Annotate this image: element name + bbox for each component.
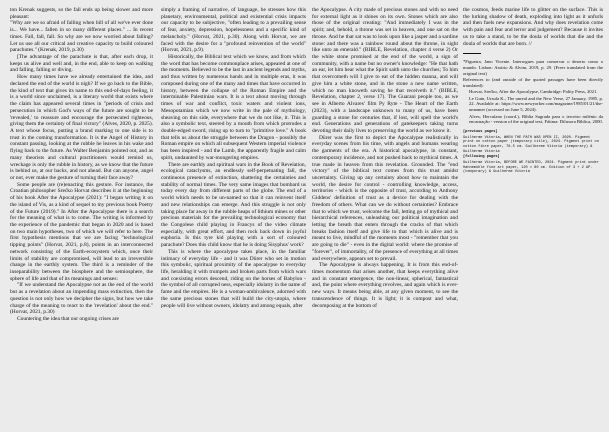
- closing-paragraph: the cosmos, feeds marine life to glitter on the surface. This is the lurking shadow of death, exploding into light as it unfurls and then fuels new expansions. And why does revelation come with pain and fear and terror and judgement? Because it invites us to take a stand, to be the doula of worlds that die and the doula of worlds that are born. //: [463, 7, 603, 47]
- block-quote: "If we understand the Apocalypse not as the end of the world but as a revelation about an impending mass extinction, then the question is not only how we decipher the signs, but how we take charge of the meaning to react to the 'revelation' about the end." (Horvat, 2021, p.30): [10, 282, 153, 316]
- credit-text: Guilherme Vitoria, BEFORE WE FAINTED, 2024. Pigment print under Hahnemühle fine art paper, 120 × 80 cm. Edition of 3 + 2 AP. (temporary) & Guilherme Vitoria: [463, 161, 599, 175]
- credit-text: Guilherme Vitoria, WHEN THE PATH WAS OPEN II, 2020. Pigment print on cotton paper (temporary title), 2024. Pigment print on cotton fibre paper, 76.5 cm. Guilherme Vitoria (temporary) & Guilherme Vitoria: [463, 135, 599, 154]
- paragraph: There are earthly and spiritual wars in the Book of Revelation, ecological cataclysms, an endlessly self-perpetuating fall, the continuous presence of extinction, shattering the certainties and stability of normal times. The very same images that bombard us today every day from different parts of the globe. The end of a world which needs to be un-named so that it can reinvent itself and new relationships can emerge. And this struggle is not only taking place far away in the rubble heaps of lithium mines or other precious materials for the prevailing technological economy that the Congolese child playing in Francys of the video climate especially, with great effort, and then rock back down in joyful euphoria. Is this tyre kid playing with a sort of coloured parachute? Does this child know that he is doing Sisyphus' work?: [161, 161, 306, 249]
- paragraph: Some people are (re)enacting this gesture. For instance, the Croatian philosopher Srećko Horvat describes it at the beginning of his book After the Apocalypse (2021): "I began writing it on the island of Vis, as a kind of sequel to my previous book Poetry of the Future (2019)." In After the Apocalypse there is a search for the meaning of what is to come. The writing is informed by the experience of the pandemic that began in 2020 and is based on two main hypotheses, two of which we will refer to here. The first hypothesis mentions that we are facing "technological tipping points" (Horvat, 2021, p.8), points in an interconnected network consisting of the Earth-ecosystem which, once their limits of stability are compromised, will lead to an irreversible change in the earthly system. The third is a reminder of the inseparability between the biosphere and the semiosphere, the sphere of life and that of its meanings and senses:: [10, 181, 153, 282]
- footnote: *Figueira, Jano Vicente. Interrogues para conservar o deserto como o mundo. Lisbon: Assírio & Alvim, 2019, p. 29. (Freer translated from the original text): [463, 59, 603, 76]
- paragraph: How many times have we already entertained the idea, and declared the end of the world is nigh? If we go back to the Bible, the kind of text that gives its name to this end-of-days feeling, it is a world since unclaimed, is a literary world that exists where the claim has appeared several times in "periods of crisis and persecution in which God's ways of the future are sought to be 'revealed,' to reassure and encourage the persecuted righteous, giving them the certainty of final victory" (Alves, 2020, p. 2025). A text whose focus, putting a brand marking to one side is to trust in the coming transformation. It is the Angel of History in constant passing, looking at the rubble he leaves in his wake and flying back to the future. As Walter Benjamin pointed out, and as many theorists and cultural practitioners would remind us, wreckage is only the rubble in history, as we know that the future is behind us, at our backs, and not ahead. But can anyone, angel or not, ever make the gesture of turning their face away?: [10, 74, 153, 181]
- paragraph: ton Krenak suggests, so the fall ends up being slower and more pleasant:: [10, 7, 153, 20]
- credit-heading: [previous pages]: [463, 129, 498, 134]
- reference-item: • Alves, Herculano (coord.), Bíblia Sagrada para o terceiro milénio da encarnação - version of the original text, Fátima: Difusora Bíblica, 2000.: [469, 114, 603, 125]
- paragraph: The Apocalypse is always happening. It is from this end-of-times momentum that arises another, that keeps everything alive and in constant emergence, the non-linear, spherical, fantastical and, the point where everything revolves, and again which is ever-new ways. It means being able, at any given moment, to see the transcendence of things. It is light; it is compost and what, decomposing at the bottom of: [312, 262, 458, 309]
- paragraph: [The advantage of the parachute is that, after each drop, it keeps us alive and well and, in the end, able to keep on walking and falling, falling or diving.: [10, 54, 153, 74]
- references-list: [463, 89, 603, 125]
- paragraph: Historically, the Biblical text which we know, and from which the word that has become commonplace arises, appeared at one of the moments. Believed to be the last in ancient legends and myths, and thus written by numerous hands and in multiple eras, it was composed during one of the many and times that have occurred in history, between the collapse of the Roman Empire and the interminable Palestinian wars. It is a text about moving through times of war and conflict, toxic waters and violent ions, Mesopotamian which we now write in the pale of mythology, sheaving on this side, everywhere that we do not like, it. This is also a symbolic text, steered by a mouth from which protrudes a double-edged sword, rising up to turn to "primitive love." A book that tells us about the struggle between the Dragon - possibly the Roman empire on which all subsequent Western imperial violence has been inspired - and the Lamb, the apparently fragile and calm spirit, undaunted by war-mongering empires.: [161, 54, 306, 161]
- footnotes: [463, 59, 603, 125]
- text-column-3: [312, 7, 458, 429]
- paragraph: Countering the idea that our ongoing crises are: [17, 316, 119, 323]
- text-column-2: [161, 7, 306, 429]
- footnote-divider: [463, 53, 481, 54]
- image-credits: [463, 130, 603, 175]
- text-column-4: [463, 7, 603, 429]
- reference-item: • Horvat, Srećko, After the Apocalypse, Cambridge: Polity Press, 2021.: [469, 89, 603, 95]
- text-column-1: [10, 7, 153, 429]
- credit-heading: [following pages]: [463, 155, 500, 160]
- references-intro: References to (and outside of the quoted passages have been directly translated):: [463, 77, 603, 88]
- reference-item: • Le Guin, Ursula K., The unreal and the New Verse, 27 January, 1985, p. 22. Available at: https://www.newyorker.com/magazine/1985/01/21/the-unnamer (accessed on June 5, 2024).: [469, 96, 603, 113]
- paragraph: Dürer was the first to depict the Apocalypse realistically in everyday scenes from his time, with angels and humans wearing the garments of the era. A historical apocalypse, in constant, contemporary incidence, and not pushed back to mythical times. A true made in heaven from this revelation. Grounded. The "end victory" of the biblical text comes from this trust amidst uncertainty. Giving up any certainty about how to maintain the world, the desire for control - controlling knowledge, access, territories - which is the opposite of trust, according to Anthony Giddens' definition of trust as a device for dealing with the freedom of others. What can we do without certainties? Embrace that to which we trust, welcome the fall, letting go of mythical and hierarchical references, unleashing our political imagination and letting the breath that enters through the cracks of that which breaks fashion itself and give life to that which is alive and is meant to live, mindful of the moments most - "remember that you are going to die" - even in the digital world: where the promise of "forever", of immortality, of the presence of everything at all times and everywhere, appears set to prevail.: [312, 134, 458, 262]
- paragraph: the Apocalypse. A city made of precious stones and with no need for external light as it shines on its own. Stones which are also those of the original creating: "And immediately I was in the spirit; and, behold, a throne was set in heaven, and one sat on the throne. And he that sat was to look upon like a jasper and a sardine stone: and there was a rainbow round about the throne, in sight like unto an emerald." (BIBLE, Revelation, chapter 4 verse 2) Or the white stone promised at the end of the world, a sign of community, with a name but no owner's knowledge: "He that hath an ear, let him hear what the Spirit saith unto the churches; To him that overcometh will I give to eat of the hidden manna, and will give him a white stone, and in the stone a new name written, which no man knoweth saving he that receiveth it." (BIBLE, Revelation, chapter 2, verse 17). The Guarani people too, as we see in Alberto Alvares' film Py Ryte - The Heart of the Earth (2023), with a landscape unknown to many of us, have been guarding a stone for centuries that, if lost, will spell the world's end. Generations and generations of gatekeepers taking turns devoting their daily lives to preserving the world as we know it.: [312, 7, 458, 134]
- block-quote: "Why are we so afraid of falling when bill of all we've ever done is... We have... fallen in so many different places." ... In recent times. Fall, fall, fall. So why are we now worried about falling? Let us use all our critical and creative capacity to build coloured parachutes." (Krenak, 2019, p.30): [10, 20, 153, 54]
- paragraph: This is where the apocalypse takes place, in the familiar intimacy of everyday life - and it was Dürer who set in motion this symbolic, spiritual proximity of the apocalypse to everyday life, heralding it with trumpets and broken parts from which wars and coexisting errors descend, riding on the horses of Babylon - the symbol of all corrupted ness, especially idolatry in the name of fame and the empires. He is a woman-ambivalence, adorned with the same precious stones that will build the city-utopia, where people will live without owners, idolatry and among equals, after: [161, 248, 306, 309]
- paragraph: simply a framing of narrative, of language, he stresses how this planetary, environmental, political and existential crisis impacts our capacity to be subjective, "often leading to a prevailing sense of fear, anxiety, depression, hopelessness and a specific kind of melancholy." (Horvat, 2021, p.30). Along with Horvat, we are faced with the desire for a "profound reinvention of the world" (Horvat, 2021, p.9).: [161, 7, 306, 54]
